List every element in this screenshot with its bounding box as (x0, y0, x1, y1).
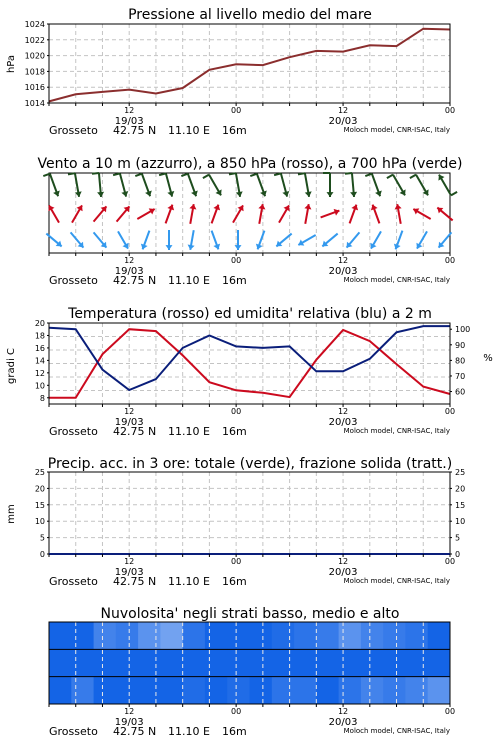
wind-barb (250, 174, 257, 176)
y-tick-label: 1022 (24, 35, 45, 45)
cloud-panel (49, 606, 455, 738)
wind-panel (37, 156, 462, 287)
y-tick-label: 25 (34, 468, 45, 477)
wind-arrow (166, 230, 173, 250)
model-credit: Moloch model, CNR-ISAC, Italy (343, 727, 450, 735)
time-tick-label: 12 (124, 407, 135, 416)
cloud-cell (71, 649, 94, 676)
station-alt: 16m (222, 124, 247, 137)
wind-arrow (137, 208, 154, 219)
cloud-cell (138, 622, 161, 649)
y-tick-label: 10 (34, 517, 45, 527)
cloud-cell (116, 649, 139, 676)
wind-barb (365, 174, 372, 176)
pressure-ylabel: hPa (6, 54, 17, 74)
station-lon: 11.10 E (168, 425, 210, 438)
station-lon: 11.10 E (168, 725, 210, 738)
wind-arrow (298, 235, 315, 246)
model-credit: Moloch model, CNR-ISAC, Italy (343, 427, 450, 435)
cloud-cell (49, 649, 72, 676)
y-right-tick-label: 20 (455, 484, 466, 494)
plot-frame (49, 472, 450, 554)
cloud-cell (339, 677, 362, 704)
date-label: 20/03 (328, 417, 358, 428)
time-tick-label: 00 (444, 707, 456, 716)
y-tick-label: 0 (39, 550, 45, 559)
wind-arrow (203, 175, 222, 196)
wind-arrow (439, 232, 452, 247)
cloud-title: Nuvolosita' negli strati basso, medio e alto (100, 606, 400, 622)
wind-arrow (365, 174, 382, 197)
cloud-cell (160, 649, 183, 676)
cloud-cell (339, 622, 362, 649)
time-tick-label: 12 (124, 106, 135, 115)
plot-frame (49, 173, 450, 253)
cloud-cell (405, 649, 428, 676)
wind-arrow (416, 231, 427, 248)
cloud-cell (227, 649, 250, 676)
time-tick-label: 00 (444, 256, 456, 265)
time-tick-label: 00 (231, 407, 242, 416)
wind-arrow (387, 175, 406, 196)
wind-arrow (298, 173, 312, 197)
wind-arrow (188, 230, 195, 250)
y-tick-label: 20 (34, 319, 45, 328)
cloud-cell (272, 677, 295, 704)
wind-arrow (233, 205, 244, 222)
wind-arrow (279, 205, 290, 222)
y-tick-label: 20 (34, 484, 45, 494)
wind-arrow-head (304, 204, 311, 209)
cloud-cell (361, 677, 384, 704)
cloud-cell (383, 677, 406, 704)
cloud-cell (428, 649, 451, 676)
wind-arrow (438, 175, 457, 196)
cloud-cell (94, 649, 117, 676)
time-tick-label: 12 (337, 557, 349, 566)
wind-arrow-head (235, 245, 242, 250)
station-name: Grosseto (49, 725, 98, 738)
cloud-cell (339, 649, 362, 676)
wind-barb (410, 175, 416, 178)
station-name: Grosseto (49, 124, 98, 137)
station-lon: 11.10 E (168, 124, 210, 137)
cloud-cell (428, 677, 451, 704)
cloud-cell (383, 622, 406, 649)
station-alt: 16m (222, 425, 247, 438)
wind-barb (203, 175, 209, 178)
precipitation-ylabel: mm (6, 504, 17, 524)
wind-arrow (72, 205, 83, 222)
model-credit: Moloch model, CNR-ISAC, Italy (343, 577, 450, 585)
time-tick-label: 12 (124, 557, 135, 566)
y-tick-label: 1020 (24, 51, 45, 61)
wind-arrow (235, 230, 242, 250)
y-right-tick-label: 90 (455, 340, 466, 350)
wind-arrow (345, 173, 357, 197)
wind-arrow (118, 231, 129, 248)
date-label: 20/03 (328, 717, 358, 728)
wind-arrow (410, 175, 429, 196)
wind-arrow-head (258, 204, 265, 209)
time-tick-label: 00 (444, 407, 456, 416)
wind-arrow (48, 205, 59, 222)
wind-arrow (229, 173, 243, 197)
wind-arrow (323, 173, 334, 197)
wind-barb (92, 173, 99, 174)
wind-arrow (250, 174, 266, 197)
station-lat: 42.75 N (113, 124, 157, 137)
time-tick-label: 12 (337, 106, 349, 115)
pressure-panel (6, 7, 455, 137)
time-tick-label: 12 (337, 256, 349, 265)
wind-arrow (141, 231, 150, 250)
wind-barb (68, 173, 75, 174)
pressure-line (49, 29, 450, 102)
y-right-tick-label: 100 (455, 325, 471, 335)
cloud-cell (405, 677, 428, 704)
wind-barb (451, 192, 457, 195)
wind-barb (387, 175, 393, 178)
date-label: 20/03 (328, 266, 358, 277)
y-right-tick-label: 80 (455, 356, 466, 366)
time-tick-label: 00 (444, 106, 456, 115)
y-tick-label: 5 (39, 533, 45, 543)
wind-arrow (68, 173, 82, 197)
cloud-cell (94, 622, 117, 649)
time-tick-label: 12 (124, 256, 135, 265)
wind-arrow (347, 232, 360, 247)
model-credit: Moloch model, CNR-ISAC, Italy (343, 276, 450, 284)
station-alt: 16m (222, 575, 247, 588)
y-tick-label: 18 (34, 331, 45, 341)
y-tick-label: 16 (34, 343, 45, 353)
time-tick-label: 00 (231, 256, 242, 265)
cloud-cell (316, 649, 339, 676)
wind-arrow (370, 231, 381, 248)
date-label: 20/03 (328, 116, 358, 127)
cloud-cell (383, 649, 406, 676)
cloud-cell (250, 677, 273, 704)
pressure-title: Pressione al livello medio del mare (128, 7, 372, 23)
cloud-cell (183, 677, 206, 704)
time-tick-label: 12 (337, 407, 349, 416)
wind-arrow-head (166, 245, 173, 250)
y-tick-label: 1018 (24, 67, 45, 77)
wind-arrow (43, 174, 60, 197)
temperature-ylabel: gradi C (6, 348, 17, 384)
y-right-tick-label: 60 (455, 387, 466, 397)
model-credit: Moloch model, CNR-ISAC, Italy (343, 126, 450, 134)
temperature-title: Temperatura (rosso) ed umidita' relativa (blu) a 2 m (68, 306, 432, 322)
y-tick-label: 1016 (24, 83, 45, 93)
cloud-cell (250, 649, 273, 676)
wind-arrow (371, 205, 380, 224)
station-lat: 42.75 N (113, 425, 157, 438)
cloud-cell (183, 622, 206, 649)
cloud-cell (49, 677, 72, 704)
cloud-cell (49, 622, 72, 649)
cloud-cell (361, 622, 384, 649)
wind-arrow-head (350, 192, 357, 197)
time-tick-label: 00 (231, 106, 242, 115)
wind-arrow (94, 232, 107, 247)
wind-arrow (135, 174, 152, 197)
station-alt: 16m (222, 725, 247, 738)
cloud-cell (138, 677, 161, 704)
cloud-cell (294, 622, 317, 649)
cloud-cell (316, 622, 339, 649)
cloud-cell (205, 649, 228, 676)
station-lon: 11.10 E (168, 575, 210, 588)
wind-arrow (322, 234, 337, 247)
wind-arrow (212, 231, 221, 250)
time-tick-label: 00 (444, 557, 456, 566)
time-tick-label: 12 (124, 707, 135, 716)
wind-barb (229, 173, 236, 174)
cloud-cell (205, 677, 228, 704)
cloud-cell (272, 649, 295, 676)
cloud-cell (116, 677, 139, 704)
y-tick-label: 8 (39, 393, 45, 403)
cloud-cell (227, 622, 250, 649)
y-tick-label: 12 (34, 368, 45, 378)
y-right-tick-label: 5 (455, 533, 461, 543)
wind-barb (135, 174, 142, 176)
wind-arrow (413, 208, 430, 219)
cloud-cell (71, 677, 94, 704)
wind-arrow (117, 206, 130, 221)
station-lat: 42.75 N (113, 575, 157, 588)
wind-arrow-head (188, 245, 195, 250)
station-name: Grosseto (49, 425, 98, 438)
y-tick-label: 1024 (24, 20, 45, 29)
wind-arrow (181, 174, 198, 197)
cloud-cell (316, 677, 339, 704)
y-tick-label: 10 (34, 381, 45, 391)
wind-arrow (166, 205, 175, 224)
date-label: 19/03 (114, 567, 144, 578)
station-lon: 11.10 E (168, 274, 210, 287)
temperature-panel (6, 306, 493, 438)
y-right-tick-label: 70 (455, 371, 466, 381)
y-right-tick-label: 0 (455, 550, 461, 559)
cloud-cell (94, 677, 117, 704)
wind-barb (113, 173, 120, 175)
wind-arrow (394, 231, 403, 250)
wind-arrow-head (327, 192, 334, 197)
y-right-tick-label: 25 (455, 468, 466, 477)
wind-arrow (258, 204, 265, 224)
wind-barb (345, 173, 352, 174)
cloud-cell (250, 622, 273, 649)
cloud-cell (138, 649, 161, 676)
station-lat: 42.75 N (113, 725, 157, 738)
station-alt: 16m (222, 274, 247, 287)
y-tick-label: 14 (34, 356, 45, 366)
cloud-cell (160, 622, 183, 649)
cloud-cell (160, 677, 183, 704)
wind-arrow-head (189, 204, 196, 209)
cloud-cell (294, 677, 317, 704)
date-label: 19/03 (114, 417, 144, 428)
wind-arrow (212, 205, 221, 224)
wind-arrow (350, 205, 359, 224)
wind-arrow (94, 206, 107, 221)
precipitation-title: Precip. acc. in 3 ore: totale (verde), frazione solida (tratt.) (47, 456, 453, 472)
wind-barb (274, 173, 281, 175)
cloud-cell (116, 622, 139, 649)
cloud-cell (428, 622, 451, 649)
y-right-tick-label: 10 (455, 517, 466, 527)
date-label: 19/03 (114, 266, 144, 277)
wind-title: Vento a 10 m (azzurro), a 850 hPa (rosso), a 700 hPa (verde) (37, 156, 463, 172)
cloud-cell (227, 677, 250, 704)
wind-arrow (274, 173, 289, 196)
wind-arrow (189, 204, 196, 224)
station-lat: 42.75 N (113, 274, 157, 287)
date-label: 19/03 (114, 116, 144, 127)
date-label: 19/03 (114, 717, 144, 728)
cloud-cell (294, 649, 317, 676)
wind-arrow-head (395, 204, 402, 209)
wind-arrow (395, 204, 402, 224)
time-tick-label: 00 (231, 707, 242, 716)
wind-arrow (159, 173, 174, 196)
wind-barb (298, 173, 305, 174)
date-label: 20/03 (328, 567, 358, 578)
y-right-tick-label: 15 (455, 500, 466, 510)
cloud-cell (183, 649, 206, 676)
wind-barb (159, 173, 166, 175)
wind-arrow (321, 209, 340, 218)
station-name: Grosseto (49, 575, 98, 588)
wind-arrow (304, 204, 311, 224)
time-tick-label: 12 (337, 707, 349, 716)
cloud-cell (361, 649, 384, 676)
wind-arrow (71, 232, 84, 247)
wind-arrow-head (97, 192, 104, 197)
cloud-cell (405, 622, 428, 649)
y-tick-label: 15 (34, 500, 45, 510)
humidity-ylabel: % (483, 353, 493, 364)
precipitation-panel (6, 456, 465, 588)
cloud-cell (71, 622, 94, 649)
time-tick-label: 00 (231, 557, 242, 566)
y-tick-label: 1014 (24, 99, 45, 108)
wind-arrow (113, 173, 128, 196)
cloud-cell (205, 622, 228, 649)
station-name: Grosseto (49, 274, 98, 287)
cloud-cell (272, 622, 295, 649)
